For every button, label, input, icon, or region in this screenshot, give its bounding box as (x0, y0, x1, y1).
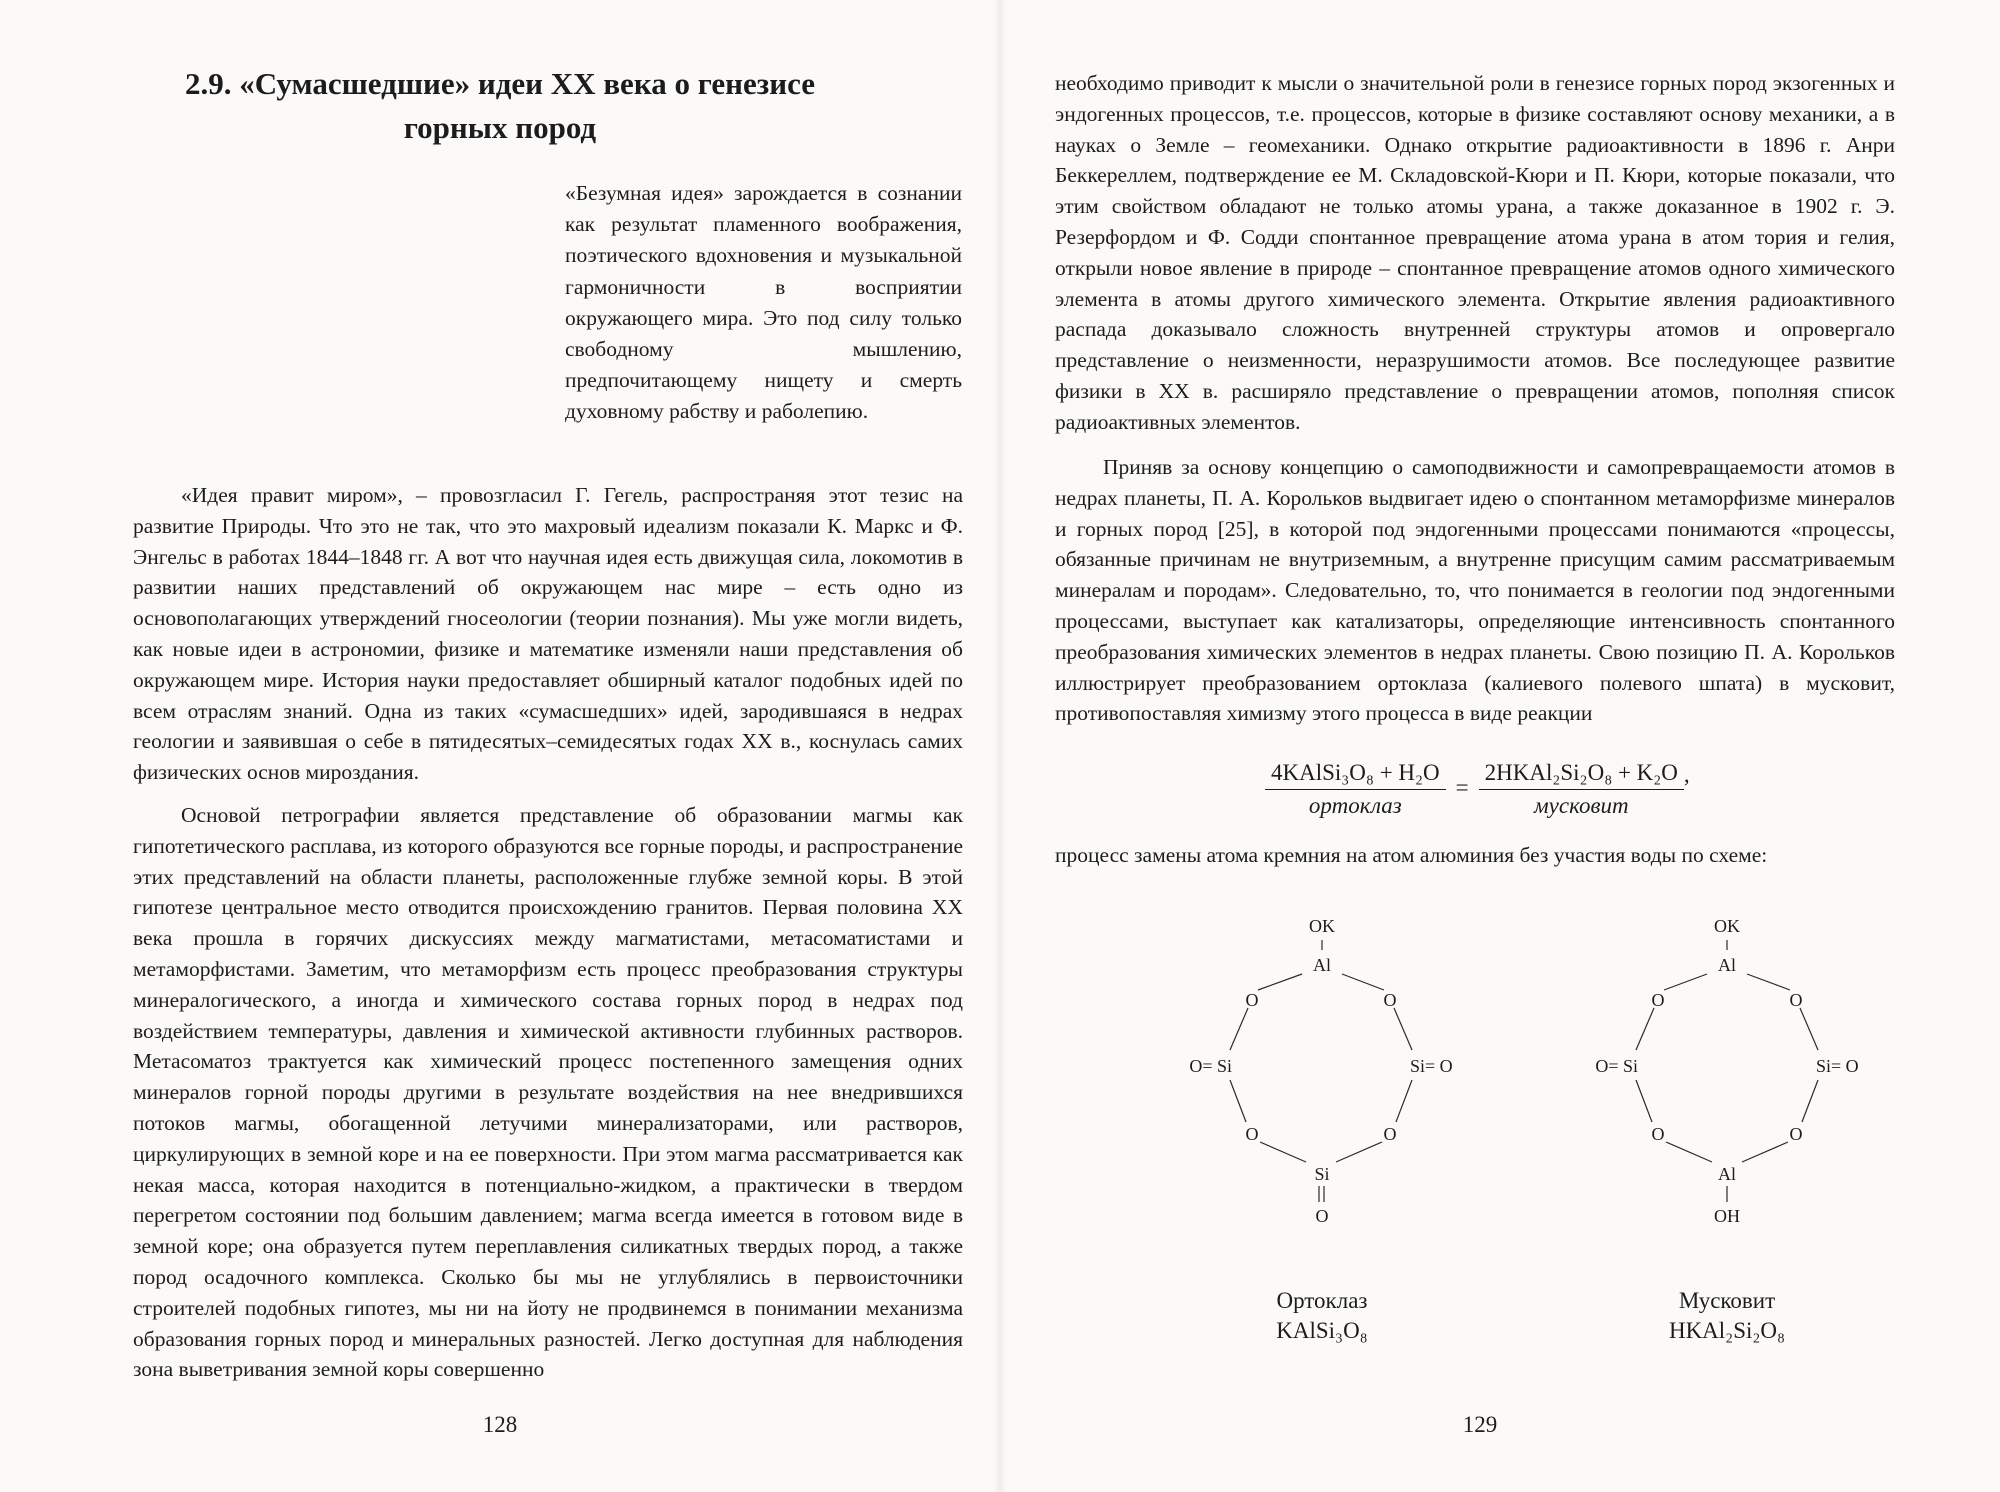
structure-diagrams (1110, 890, 1890, 1370)
top-atom: Al (1718, 955, 1736, 975)
product-fraction (1479, 760, 1684, 819)
ring-oxygen: O (1651, 1124, 1665, 1144)
reactant-label: ортоклаз (1308, 793, 1402, 818)
paragraph: «Идея правит миром», – провозгласил Г. Гегель, распространяя этот тезис на развитие Природы. Что это не так, что это махровый идеализм показали К. Маркс и Ф. Энгельс в работах 1844–1848 гг. А вот что научная идея есть движущая сила, локомотив в развитии наших представлений об окружающем нас мире – есть одно из основополагающих утверждений гносеологии (теории познания). Мы уже могли видеть, как новые идеи в астрономии, физике и математике изменяли наши представления об окружающем мире. История науки предоставляет обширный каталог подобных идей по всем отраслям знаний. Одна из таких «сумасшедших» идей, зародившаяся в недрах геологии и заявившая о себе в пятидесятых–семидесятых годах XX в., коснулась самих физических основ мироздания. (133, 483, 963, 785)
ring-oxygen: O (1789, 990, 1803, 1010)
page-number: 129 (1462, 1412, 1498, 1437)
paragraph: Основой петрографии является представление об образовании магмы как гипотетического расплава, из которого образуются все горные породы, и распространение этих представлений на области планеты, расположенные глубже земной коры. В этой гипотезе центральное место отводится происхождению гранитов. Первая половина XX века прошла в горячих дискуссиях между магматистами, метасоматистами и метаморфистами. Заметим, что метаморфизм есть процесс преобразования структуры минералогического, а иногда и химического состава горных пород в недрах под воздействием температуры, давления и химической активности глубинных растворов. Метасоматоз трактуется как химический процесс постепенного замещения одних минералов горной породы другими в результате воздействия на нее внедрившихся потоков магмы, обогащенной летучими минерализаторами, или растворов, циркулирующих в земной коре и на ее поверхности. При этом магма рассматривается как некая масса, которая находится в потенциально-жидком, а практически в твердом перегретом состоянии под большим давлением; магма всегда имеется в готовом виде в земной коре; она образуется путем переплавления силикатных твердых пород, а также пород осадочного комплекса. Сколько бы мы не углублялись в первоисточники строителей подобных гипотез, мы ни на йоту не продвинемся в понимании механизма образования горных пород и минеральных разностей. Легко доступная для наблюдения зона выветривания земной коры совершенно (133, 803, 963, 1382)
reactant-fraction (1265, 760, 1446, 819)
mineral-name: Ортоклаз (1276, 1288, 1368, 1313)
reaction-formula (1265, 760, 1690, 819)
bottom-group: OH (1714, 1206, 1740, 1226)
ring-oxygen: O (1383, 1124, 1397, 1144)
mineral-formula: HKAl₂Si₂O₈ (1668, 1318, 1786, 1343)
right-atom: Si= O (1816, 1056, 1859, 1076)
ring-oxygen: O (1651, 990, 1665, 1010)
paragraph: Приняв за основу концепцию о самоподвижности и самопревращаемости атомов в недрах планеты, П. А. Корольков выдвигает идею о спонтанном метаморфизме минералов и горных пород [25], в которой под эндогенными процессами понимаются «процессы, обязанные причинам не внутриземным, а внутренне присущим самим рассматриваемым минералам и породам». Следовательно, то, что понимается в геологии под эндогенными процессами, выступает как катализаторы, определяющие интенсивность спонтанного преобразования химических элементов в недрах планеты. Свою позицию П. А. Корольков иллюстрирует преобразованием ортоклаза (калиевого полевого шпата) в мусковит, противопоставляя химизму этого процесса в виде реакции (1055, 455, 1895, 726)
ring-oxygen: O (1383, 990, 1397, 1010)
paragraph: необходимо приводит к мысли о значительной роли в генезисе горных пород экзогенных и эндогенных процессов, т.е. процессов, которые в физике составляют основу механики, а в науках о Земле – геомеханики. Однако открытие радиоактивности в 1896 г. Анри Беккереллем, подтверждение ее М. Складовской-Кюри и П. Кюри, которые показали, что этим свойством обладают не только атомы урана, а также доказанное в 1902 г. Э. Резерфордом и Ф. Содди спонтанное превращение атома урана в атом тория и гелия, открыли новое явление в природе – спонтанное превращение атомов одного химического элемента в атомы другого химического элемента. Открытие явления радиоактивного распада доказывало сложность внутренней структуры атомов и опровергало представление о неизменности, неразрушимости атомов. Все последующее развитие физики в XX в. расширяло представление о превращении атомов, пополняя список радиоактивных элементов. (1055, 71, 1895, 434)
top-group: OK (1309, 916, 1335, 936)
top-atom: Al (1313, 955, 1331, 975)
section-title: 2.9. «Сумасшедшие» идеи XX века о генезисе горных пород (185, 66, 815, 145)
paragraph: процесс замены атома кремния на атом алюминия без участия воды по схеме: (1055, 843, 1768, 867)
right-atom: Si= O (1410, 1056, 1453, 1076)
left-atom: O= Si (1189, 1056, 1232, 1076)
top-group: OK (1714, 916, 1740, 936)
ring-oxygen: O (1245, 1124, 1259, 1144)
ring-oxygen: O (1245, 990, 1259, 1010)
ring-oxygen: O (1789, 1124, 1803, 1144)
formula-comma: , (1683, 761, 1690, 787)
bottom-group: O (1315, 1206, 1329, 1226)
mineral-formula: KAlSi₃O₈ (1276, 1318, 1368, 1343)
products: 2HKAl₂Si₂O₈ + K₂O (1479, 760, 1684, 790)
equals-sign: = (1455, 774, 1469, 800)
bottom-atom: Al (1718, 1164, 1736, 1184)
left-atom: O= Si (1595, 1056, 1638, 1076)
page-number: 128 (482, 1412, 518, 1437)
mineral-name: Мусковит (1678, 1288, 1776, 1313)
ring-structures-svg (1110, 890, 1890, 1370)
reactants: 4KAlSi₃O₈ + H₂O (1265, 760, 1446, 790)
right-page (1000, 0, 2000, 1492)
epigraph: «Безумная идея» зарождается в сознании как результат пламенного воображения, поэтического вдохновения и музыкальной гармоничности в восприятии окружающего мира. Это под силу только свободному мышлению, предпочитающему нищету и смерть духовному рабству и раболепию. (565, 181, 962, 424)
product-label: мусковит (1533, 793, 1629, 818)
bottom-atom: Si (1314, 1164, 1330, 1184)
